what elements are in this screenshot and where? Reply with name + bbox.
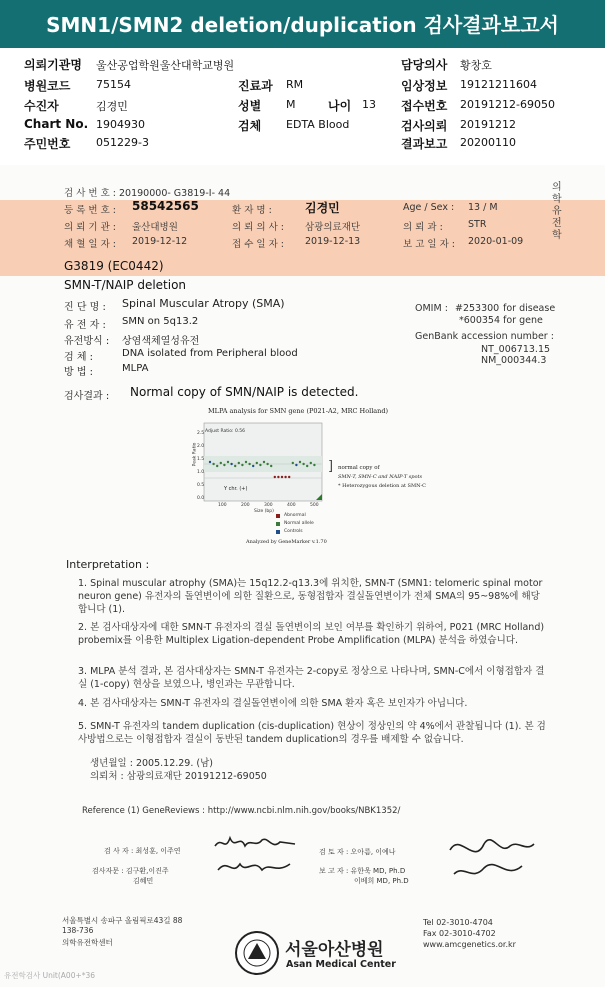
legend-normal: Normal allele (284, 521, 314, 526)
requester: 의뢰처 : 삼광의료재단 20191212-69050 (90, 771, 267, 782)
age-sex-value: 13 / M (468, 202, 498, 213)
signature-stroke (218, 864, 290, 870)
y-tick: 0.5 (197, 483, 205, 488)
mlpa-point (270, 465, 272, 467)
dept-value: RM (286, 78, 304, 91)
side-note-2: SMN-T, SMN-C and NAIP-T spots (338, 474, 423, 480)
figure-title: MLPA analysis for SMN gene (P021-A2, MRC Holland) (208, 407, 389, 415)
website: www.amcgenetics.or.kr (423, 940, 516, 949)
gene-value: SMN on 5q13.2 (122, 316, 199, 327)
legend-controls: Controls (284, 529, 303, 534)
specimen-label: 검체 (238, 119, 262, 133)
specimen-label: 검 체 : (64, 352, 94, 363)
genbank-1: NT_006713.15 (481, 344, 551, 355)
receive-date-label: 접 수 일 자 : (232, 239, 284, 250)
mlpa-point (252, 465, 254, 467)
patient-name-value: 김경민 (305, 201, 340, 215)
mlpa-point (284, 476, 286, 478)
mlpa-point (216, 465, 218, 467)
bottom-left-note: 유전학검사 Unit(A00+*36 (4, 971, 96, 980)
adjust-ratio: Adjust Ratio: 0.56 (205, 429, 246, 434)
method-label: 방 법 : (64, 367, 94, 378)
mlpa-point (209, 461, 211, 463)
ref-doctor-value: 삼광의료재단 (305, 222, 361, 233)
age-label: 나이 (328, 99, 352, 113)
x-tick: 400 (287, 503, 296, 508)
reg-no-value: 58542565 (132, 199, 199, 213)
genbank-2: NM_000344.3 (481, 355, 547, 366)
receive-date-value: 2019-12-13 (305, 236, 361, 247)
legend-controls-swatch (276, 530, 280, 534)
ref-inst-value: 울산대병원 (132, 222, 178, 233)
clinical-info-value: 19121211604 (460, 78, 537, 91)
mlpa-point (259, 464, 261, 466)
hospital-code-value: 75154 (96, 78, 131, 91)
ref-doctor-label: 의 뢰 의 사 : (232, 222, 284, 233)
rrn-label: 주민번호 (24, 137, 71, 151)
mlpa-point (266, 463, 268, 465)
receipt-no-label: 접수번호 (401, 99, 448, 113)
mlpa-point (220, 462, 222, 464)
ref-inst-label: 의 뢰 기 관 : (64, 222, 116, 233)
figure-caption: Analyzed by GeneMarker v.1.70 (246, 539, 327, 545)
omim-gene: *600354 (459, 315, 501, 326)
reviewer: 검 토 자 : 오아름, 이예나 (319, 848, 396, 856)
chart-value: 1904930 (96, 118, 145, 131)
diagnosis-value: Spinal Muscular Atropy (SMA) (122, 297, 285, 310)
specimen-value: EDTA Blood (286, 118, 350, 131)
report-doctor-2: 이베희 MD, Ph.D (354, 877, 409, 885)
signature-stroke (450, 840, 534, 852)
sex-value: M (286, 98, 296, 111)
mlpa-point (245, 461, 247, 463)
signature-reviewer (440, 826, 540, 886)
mlpa-point (292, 462, 294, 464)
interpretation-item-5: 5. SMN-T 유전자의 tandem duplication (cis-duplication) 현상이 정상인의 약 4%에서 관찰됩니다 (1). 본 검사방법으로는 이형접합자 결실이 동반된 tandem duplication의 경우를 배제할 수 없습니다. (78, 721, 546, 745)
diagnosis-label: 진 단 명 : (64, 302, 106, 313)
y-tick: 2.0 (197, 444, 205, 449)
mlpa-point (277, 476, 279, 478)
inheritance-value: 상염색체열성유전 (122, 336, 200, 347)
institution-value: 울산공업학원울산대학교병원 (96, 59, 235, 72)
result-label: 검사결과 : (64, 391, 110, 402)
test-code: G3819 (EC0442) (64, 259, 164, 273)
result-value: Normal copy of SMN/NAIP is detected. (130, 385, 359, 399)
request-date-value: 20191212 (460, 118, 516, 131)
y-tick: 2.5 (197, 431, 205, 436)
side-note-3: * Heterozygous deletion at SMN-C (338, 483, 426, 489)
chart-label: Chart No. (24, 117, 89, 131)
collect-date-value: 2019-12-12 (132, 236, 188, 247)
x-tick: 100 (218, 503, 227, 508)
report-date-value: 20200110 (460, 136, 516, 149)
receipt-no-value: 20191212-69050 (460, 98, 555, 111)
examinee-value: 김경민 (96, 100, 128, 113)
gene-label: 유 전 자 : (64, 320, 106, 331)
genbank-label: GenBank accession number : (415, 331, 554, 342)
x-axis-label: Size (bp) (254, 509, 274, 514)
specimen-value: DNA isolated from Peripheral blood (122, 348, 298, 359)
mlpa-point (306, 465, 308, 467)
hospital-name-ko: 서울아산병원 (285, 940, 384, 960)
omim-gene-note: for gene (503, 315, 543, 326)
collect-date-label: 채 혈 일 자 : (64, 239, 116, 250)
mlpa-point (227, 461, 229, 463)
address-line-1: 서울특별시 송파구 올림픽로43길 88 (62, 916, 183, 925)
reference: Reference (1) GeneReviews : http://www.ncbi.nlm.nih.gov/books/NBK1352/ (82, 806, 401, 816)
mlpa-point (295, 464, 297, 466)
mlpa-point (241, 464, 243, 466)
legend-normal-swatch (276, 522, 280, 526)
hospital-name-en: Asan Medical Center (286, 959, 396, 970)
y-tick: 1.5 (197, 457, 205, 462)
omim-disease: #253300 (455, 303, 500, 314)
signature-stroke (215, 838, 295, 846)
ref-dept-value: STR (468, 219, 487, 230)
sex-label: 성별 (238, 99, 262, 113)
mlpa-point (302, 463, 304, 465)
request-date-label: 검사의뢰 (401, 119, 448, 133)
rrn-value: 051229-3 (96, 136, 149, 149)
test-name: SMN-T/NAIP deletion (64, 278, 187, 292)
mlpa-point (263, 461, 265, 463)
mlpa-point (310, 462, 312, 464)
x-tick: 300 (264, 503, 273, 508)
y-axis-label: Peak Ratio (192, 442, 198, 467)
side-note-1: normal copy of (338, 465, 380, 471)
x-tick: 500 (310, 503, 319, 508)
examinee-label: 수진자 (24, 99, 59, 113)
signature-tester (210, 828, 300, 888)
supervisor-2: 김혜민 (133, 877, 154, 885)
mlpa-point (212, 463, 214, 465)
ychr-label: Y chr. (+) (224, 486, 248, 492)
inheritance-label: 유전방식 : (64, 336, 110, 347)
asan-seal-logo (234, 930, 280, 976)
y-tick: 0.0 (197, 496, 205, 501)
legend-abnormal: Abnormal (284, 513, 306, 518)
mlpa-point (234, 465, 236, 467)
ref-dept-label: 의 뢰 과 : (403, 222, 443, 233)
tester: 검 사 자 : 최성훈, 이주연 (104, 847, 181, 855)
mlpa-point (238, 462, 240, 464)
age-sex-label: Age / Sex : (403, 202, 455, 213)
interpretation-item-1: 1. Spinal muscular atrophy (SMA)는 15q12.2-q13.3에 위치한, SMN-T (SMN1: telomeric spinal motor neuron gene) 유전자의 돌연변이에 의한 질환으로, 동형접합자 결실돌연변이가 전체 SMA의 95~98%에 해당합니다 (1). (78, 578, 543, 615)
age-value: 13 (362, 98, 376, 111)
center-name: 의학유전학센터 (62, 938, 113, 947)
y-tick: 1.0 (197, 470, 205, 475)
mlpa-point (281, 476, 283, 478)
clinical-info-label: 임상정보 (401, 79, 448, 93)
mlpa-point (299, 461, 301, 463)
report-title-banner: SMN1/SMN2 deletion/duplication 검사결과보고서 (0, 0, 605, 48)
address-line-2: 138-736 (62, 926, 94, 935)
report-date-value: 2020-01-09 (468, 236, 524, 247)
patient-name-label: 환 자 명 : (232, 205, 272, 216)
report-date-label: 결과보고 (401, 137, 448, 151)
institution-label: 의뢰기관명 (24, 58, 82, 72)
mlpa-plot (192, 420, 482, 550)
tel: Tel 02-3010-4704 (423, 918, 493, 927)
mlpa-point (248, 463, 250, 465)
dept-vertical-label: 의학유전학 (552, 182, 562, 241)
mlpa-point (256, 462, 258, 464)
supervisor: 검사자문 : 김구환,이진주 (92, 867, 169, 875)
mlpa-point (230, 463, 232, 465)
report-doctor: 보 고 자 : 유한욱 MD, Ph.D (319, 867, 406, 875)
birth-date: 생년월일 : 2005.12.29. (남) (90, 758, 213, 769)
mlpa-point (288, 476, 290, 478)
mlpa-point (313, 464, 315, 466)
interpretation-item-4: 4. 본 검사대상자는 SMN-T 유전자의 결실돌연변이에 의한 SMA 환자 혹은 보인자가 아닙니다. (78, 698, 468, 709)
fax: Fax 02-3010-4702 (423, 929, 496, 938)
bracket: ] (328, 459, 334, 474)
x-tick: 200 (241, 503, 250, 508)
interpretation-heading: Interpretation : (66, 558, 150, 571)
reg-no-label: 등 록 번 호 : (64, 205, 116, 216)
legend-abnormal-swatch (276, 514, 280, 518)
method-value: MLPA (122, 363, 149, 374)
physician-label: 담당의사 (401, 58, 448, 72)
dept-label: 진료과 (238, 79, 273, 93)
hospital-code-label: 병원코드 (24, 79, 71, 93)
signature-stroke (454, 865, 522, 874)
report-date-label: 보 고 일 자 : (403, 239, 455, 250)
omim-label: OMIM : (415, 303, 448, 314)
interpretation-item-3: 3. MLPA 분석 결과, 본 검사대상자는 SMN-T 유전자는 2-copy로 정상으로 나타나며, SMN-C에서 이형접합자 결실 (1-copy) 현상을 보였으나, 병인과는 무관합니다. (78, 666, 545, 690)
interpretation-item-2: 2. 본 검사대상자에 대한 SMN-T 유전자의 결실 돌연변이의 보인 여부를 확인하기 위하여, P021 (MRC Holland) probemix를 이용한 Multiplex Ligation-dependent Probe Amplification (MLPA) 분석을 하였습니다. (78, 622, 545, 646)
mlpa-point (223, 464, 225, 466)
exam-number: 검 사 번 호 : 20190000- G3819-I- 44 (64, 188, 231, 199)
physician-value: 황창호 (460, 59, 492, 72)
omim-disease-note: for disease (503, 303, 556, 314)
mlpa-point (274, 476, 276, 478)
